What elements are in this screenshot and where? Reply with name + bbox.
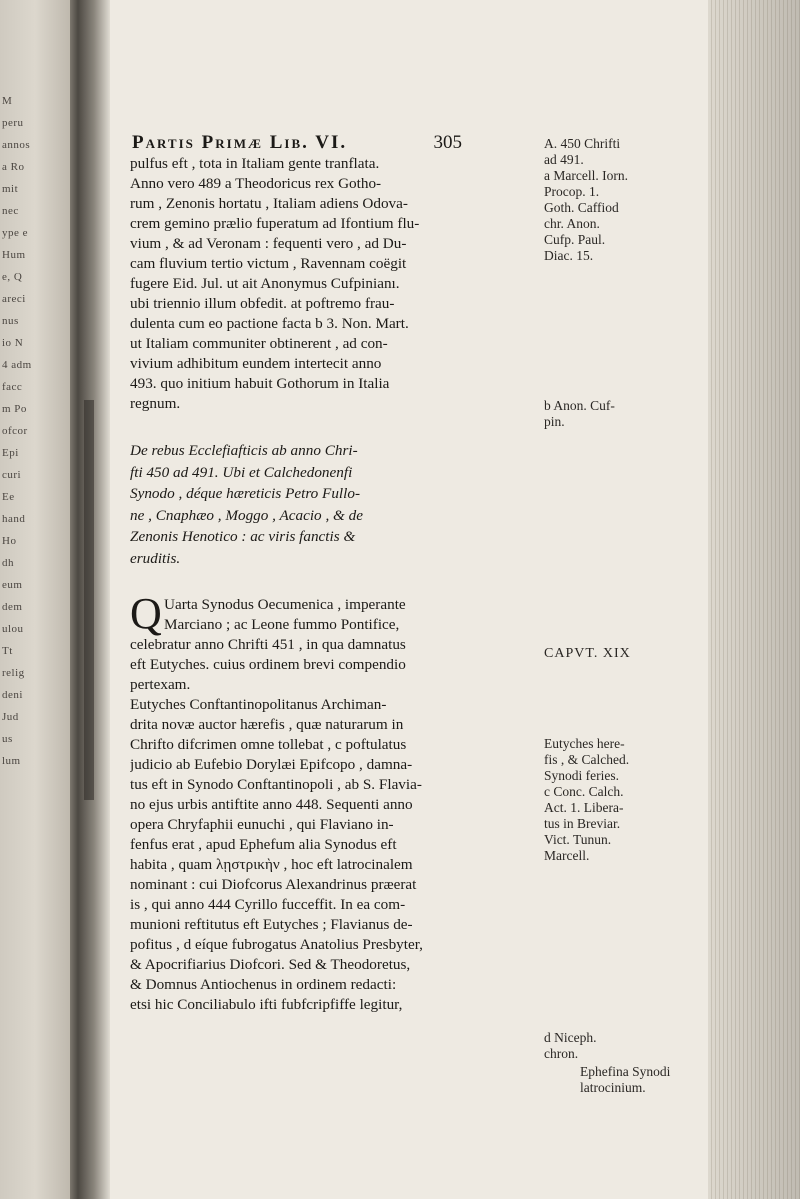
facing-page-fragment: Tt xyxy=(2,645,13,657)
facing-page-fragment: e, Q xyxy=(2,271,23,283)
facing-page-fragment: Epi xyxy=(2,447,19,459)
margin-line: a Marcell. Iorn. xyxy=(544,168,628,183)
facing-page-fragment: ofcor xyxy=(2,425,28,437)
text-line: vium , & ad Veronam : fequenti vero , ad Du- xyxy=(130,235,407,252)
facing-page-fragment: mit xyxy=(2,183,19,195)
heading-line: Synodo , déque hæreticis Petro Fullo- xyxy=(130,485,361,502)
text-line: munioni reftitutus eft Eutyches ; Flavianus de- xyxy=(130,916,413,933)
book-gutter xyxy=(70,0,110,1199)
text-line: Uarta Synodus Oecumenica , imperante xyxy=(164,596,406,613)
book-page xyxy=(110,0,708,1199)
margin-line: Goth. Caffiod xyxy=(544,200,619,215)
margin-line: Cufp. Paul. xyxy=(544,232,606,247)
facing-page-fragment: dh xyxy=(2,557,14,569)
margin-line: chr. Anon. xyxy=(544,216,600,231)
margin-line: Vict. Tunun. xyxy=(544,832,612,847)
drop-cap-letter: Q xyxy=(130,589,162,638)
margin-line: Synodi feries. xyxy=(544,768,619,783)
heading-line: ne , Cnaphæo , Moggo , Acacio , & de xyxy=(130,506,363,524)
text-line: 493. quo initium habuit Gothorum in Italia xyxy=(130,375,390,392)
text-line: cam fluvium tertio victum , Ravennam coëgit xyxy=(130,255,407,272)
text-line: Chrifto difcrimen omne tollebat , c poftulatus xyxy=(130,736,407,753)
margin-note-date xyxy=(544,136,704,264)
text-line: pofitus , d eíque fubrogatus Anatolius Presbyter, xyxy=(130,936,423,953)
running-title: Partis Primæ Lib. VI. xyxy=(132,132,348,153)
facing-page-fragment: lum xyxy=(2,755,21,767)
margin-line: c Conc. Calch. xyxy=(544,784,624,799)
heading-line: Zenonis Henotico : ac viris fanctis & xyxy=(130,528,356,545)
facing-page-fragment: hand xyxy=(2,513,26,525)
text-line: Eutyches Conftantinopolitanus Archiman- xyxy=(130,696,387,713)
text-line: pertexam. xyxy=(130,676,191,693)
margin-line: pin. xyxy=(544,414,565,429)
facing-page-fragment: peru xyxy=(2,117,24,129)
page-edges xyxy=(708,0,800,1199)
margin-line: Diac. 15. xyxy=(544,248,594,263)
text-line: habita , quam λῃστρικὴν , hoc eft latrocinalem xyxy=(130,856,413,873)
facing-page-fragment: Ho xyxy=(2,535,17,547)
text-line: & Domnus Antiochenus in ordinem redacti: xyxy=(130,976,397,993)
text-line: vivium adhibitum eundem intertecit anno xyxy=(130,355,382,372)
facing-page-fragment: Ee xyxy=(2,491,15,503)
text-line: regnum. xyxy=(130,395,181,412)
facing-page-fragment: m Po xyxy=(2,403,27,415)
margin-line: A. 450 Chrifti xyxy=(544,136,621,151)
margin-line: ad 491. xyxy=(544,152,584,167)
text-line: rum , Zenonis hortatu , Italiam adiens Odova- xyxy=(130,195,408,212)
margin-line: Procop. 1. xyxy=(544,184,600,199)
margin-line: chron. xyxy=(544,1046,579,1061)
chapter-label: CAPVT. XIX xyxy=(544,646,631,661)
facing-page-fragment: us xyxy=(2,733,13,745)
paragraph-opening-lines xyxy=(130,589,540,638)
text-line: eft Eutyches. cuius ordinem brevi compendio xyxy=(130,656,406,673)
text-line: Marciano ; ac Leone fummo Pontifice, xyxy=(164,616,400,633)
margin-line: b Anon. Cuf- xyxy=(544,398,615,413)
facing-page-fragment: a Ro xyxy=(2,161,25,173)
facing-page-fragment: curi xyxy=(2,469,22,481)
text-line: pulfus eft , tota in Italiam gente tranflata. xyxy=(130,155,380,172)
margin-line: d Niceph. xyxy=(544,1030,597,1045)
running-header xyxy=(132,132,462,154)
text-line: is , qui anno 444 Cyrillo fucceffit. In ea com- xyxy=(130,896,406,913)
heading-line: De rebus Ecclefiafticis ab anno Chri- xyxy=(130,442,358,459)
paragraph-gothic-history xyxy=(130,154,540,414)
text-line: no ejus urbis antiftite anno 448. Sequenti anno xyxy=(130,796,413,813)
facing-page-text-fragments xyxy=(2,90,62,772)
facing-page-fragment: ulou xyxy=(2,623,24,635)
facing-page-fragment: M xyxy=(2,95,13,107)
facing-page-fragment: eum xyxy=(2,579,23,591)
text-line: Anno vero 489 a Theodoricus rex Gotho- xyxy=(130,175,382,192)
margin-line: latrocinium. xyxy=(580,1080,646,1095)
margin-line: Marcell. xyxy=(544,848,590,863)
facing-page-fragment: io N xyxy=(2,337,24,349)
margin-line: Ephefina Synodi xyxy=(580,1064,671,1079)
paragraph-council-history xyxy=(130,635,540,1015)
text-line: celebratur anno Chrifti 451 , in qua damnatus xyxy=(130,636,406,653)
text-line: nominant : cui Diofcorus Alexandrinus præerat xyxy=(130,876,417,893)
text-line: etsi hic Conciliabulo ifti fubfcripfiffe legitur, xyxy=(130,996,403,1013)
facing-page-fragment: nus xyxy=(2,315,19,327)
text-line: fenfus erat , apud Ephefum alia Synodus eft xyxy=(130,836,397,853)
page-number: 305 xyxy=(433,132,462,153)
facing-page-fragment: nec xyxy=(2,205,19,217)
margin-line: Act. 1. Libera- xyxy=(544,800,624,815)
facing-page-fragment: Hum xyxy=(2,249,26,261)
margin-line: tus in Breviar. xyxy=(544,816,621,831)
heading-line: fti 450 ad 491. Ubi et Calchedonenfi xyxy=(130,463,353,481)
facing-page-fragment: deni xyxy=(2,689,23,701)
text-line: ut Italiam communiter obtinerent , ad con- xyxy=(130,335,388,352)
facing-page-fragment: facc xyxy=(2,381,23,393)
facing-page-fragment: annos xyxy=(2,139,31,151)
facing-page-fragment: relig xyxy=(2,667,25,679)
heading-line: eruditis. xyxy=(130,549,181,567)
text-line: judicio ab Eufebio Dorylæi Epifcopo , damna- xyxy=(130,756,413,773)
facing-page-fragment: ype e xyxy=(2,227,29,239)
text-line: crem gemino prælio fuperatum ad Ifontium flu- xyxy=(130,215,420,232)
facing-page-fragment: 4 adm xyxy=(2,359,32,371)
paragraph-dropcap-block xyxy=(130,589,540,638)
margin-note-anon xyxy=(544,398,704,430)
text-line: opera Chryfaphii eunuchi , qui Flaviano in- xyxy=(130,816,394,833)
facing-page-edge xyxy=(0,0,70,1199)
text-line: & Apocrifiarius Diofcori. Sed & Theodoretus, xyxy=(130,956,411,973)
text-line: fugere Eid. Jul. ut ait Anonymus Cufpinianı. xyxy=(130,275,400,292)
margin-note-ephesina xyxy=(580,1064,700,1096)
text-line: tus eft in Synodo Conftantinopoli , ab S. Flavia- xyxy=(130,776,422,793)
main-text-column xyxy=(130,154,540,1015)
text-line: drita novæ auctor hærefis , quæ naturarum in xyxy=(130,716,404,733)
margin-note-nicephorus xyxy=(544,1030,704,1062)
facing-page-fragment: Jud xyxy=(2,711,19,723)
chapter-summary-heading xyxy=(130,440,540,569)
margin-line: fis , & Calched. xyxy=(544,752,630,767)
margin-note-eutyches xyxy=(544,736,704,784)
facing-page-fragment: dem xyxy=(2,601,23,613)
text-line: ubi triennio illum obfedit. at poftremo frau- xyxy=(130,295,395,312)
margin-line: Eutyches here- xyxy=(544,736,625,751)
facing-page-fragment: areci xyxy=(2,293,26,305)
margin-note-council xyxy=(544,784,704,864)
text-line: dulenta cum eo pactione facta b 3. Non. Mart. xyxy=(130,315,409,332)
